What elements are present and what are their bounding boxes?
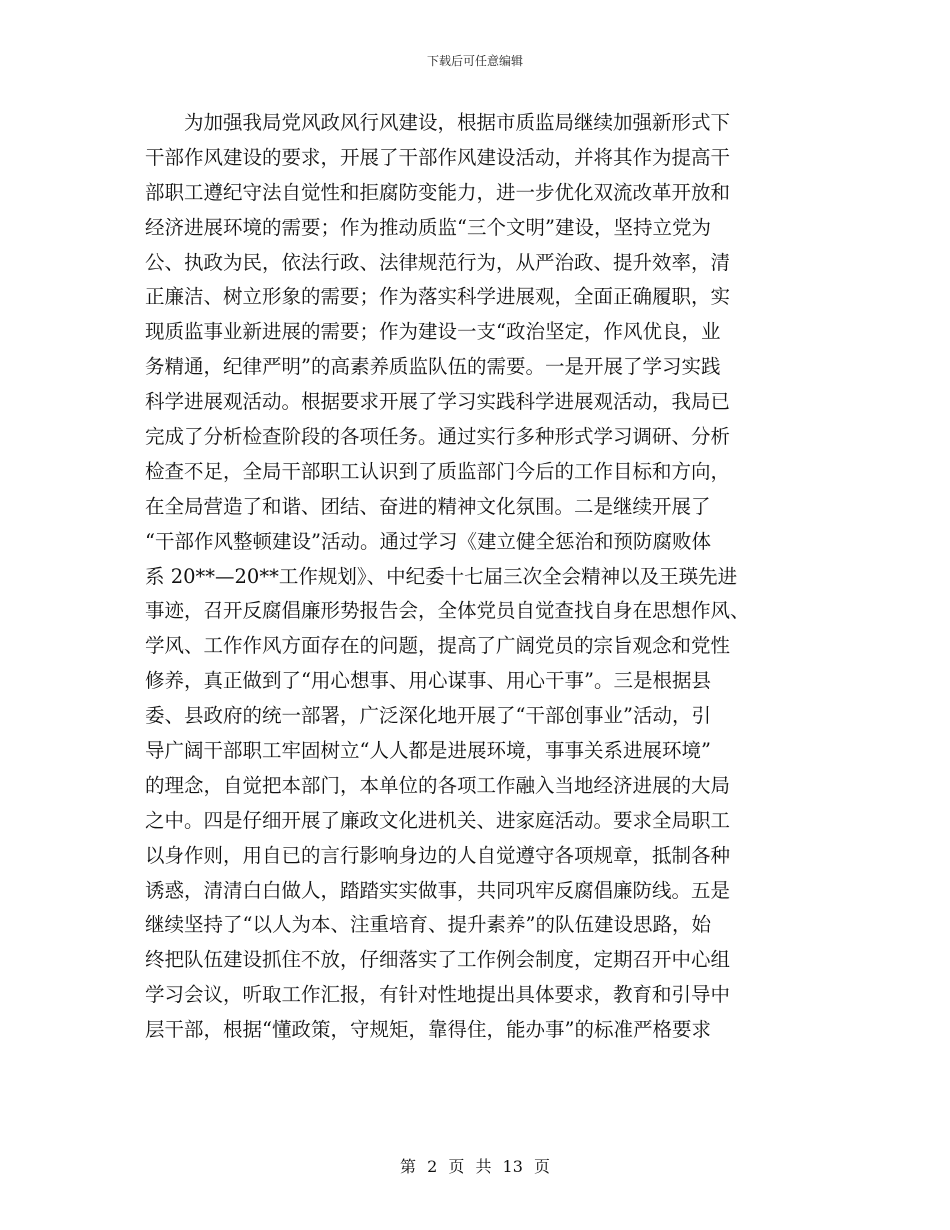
text-line: 检查不足，全局干部职工认识到了质监部门今后的工作目标和方向， — [145, 459, 731, 483]
text-line: 务精通，纪律严明”的高素养质监队伍的需要。一是开展了学习实践 — [145, 355, 721, 379]
body-paragraph — [145, 106, 815, 1048]
text-line: 公、执政为民，依法行政、法律规范行为，从严治政、提升效率，清 — [145, 250, 731, 274]
text-line: 现质监事业新进展的需要；作为建设一支“政治坚定，作风优良，业 — [145, 320, 721, 344]
page-number-footer: 第 2 页 共 13 页 — [400, 1157, 550, 1176]
text-line: 修养，真正做到了“用心想事、用心谋事、用心干事”。三是根据县 — [145, 669, 711, 693]
text-line: 层干部，根据“懂政策，守规矩，靠得住，能办事”的标准严格要求 — [145, 1018, 711, 1042]
text-line: 在全局营造了和谐、团结、奋进的精神文化氛围。二是继续开展了 — [145, 494, 711, 518]
text-line: 以身作则，用自已的言行影响身边的人自觉遵守各项规章，抵制各种 — [145, 843, 731, 867]
text-line: 终把队伍建设抓住不放，仔细落实了工作例会制度，定期召开中心组 — [145, 948, 731, 972]
text-line: 科学进展观活动。根据要求开展了学习实践科学进展观活动，我局已 — [145, 390, 731, 414]
text-line: 学风、工作作风方面存在的问题，提高了广阔党员的宗旨观念和党性 — [145, 634, 731, 658]
text-line: 导广阔干部职工牢固树立“人人都是进展环境，事事关系进展环境” — [145, 739, 711, 763]
text-line: 干部作风建设的要求，开展了干部作风建设活动，并将其作为提高干 — [145, 145, 731, 169]
text-line: 为加强我局党风政风行风建设，根据市质监局继续加强新形式下 — [184, 111, 731, 134]
text-line: 系 20**—20**工作规划》、中纪委十七届三次全会精神以及王瑛先进 — [145, 564, 738, 588]
page-header: 下载后可任意编辑 — [426, 54, 523, 68]
text-line: 完成了分析检查阶段的各项任务。通过实行多种形式学习调研、分析 — [145, 425, 731, 449]
text-line: 之中。四是仔细开展了廉政文化进机关、进家庭活动。要求全局职工 — [145, 808, 731, 832]
text-line: 的理念，自觉把本部门，本单位的各项工作融入当地经济进展的大局 — [145, 773, 731, 797]
text-line: 部职工遵纪守法自觉性和拒腐防变能力，进一步优化双流改革开放和 — [145, 180, 731, 204]
text-line: 委、县政府的统一部署，广泛深化地开展了“干部创事业”活动，引 — [145, 704, 711, 728]
text-line: 继续坚持了“以人为本、注重培育、提升素养”的队伍建设思路，始 — [145, 913, 711, 937]
text-line: 事迹，召开反腐倡廉形势报告会，全体党员自觉查找自身在思想作风、 — [145, 599, 750, 623]
text-line: 正廉洁、树立形象的需要；作为落实科学进展观，全面正确履职，实 — [145, 285, 731, 309]
text-line: 经济进展环境的需要；作为推动质监“三个文明”建设，坚持立党为 — [145, 215, 711, 239]
text-line: 学习会议，听取工作汇报，有针对性地提出具体要求，教育和引导中 — [145, 983, 731, 1007]
text-line: “干部作风整顿建设”活动。通过学习《建立健全惩治和预防腐败体 — [145, 529, 711, 553]
text-line: 诱惑，清清白白做人，踏踏实实做事，共同巩牢反腐倡廉防线。五是 — [145, 878, 731, 902]
